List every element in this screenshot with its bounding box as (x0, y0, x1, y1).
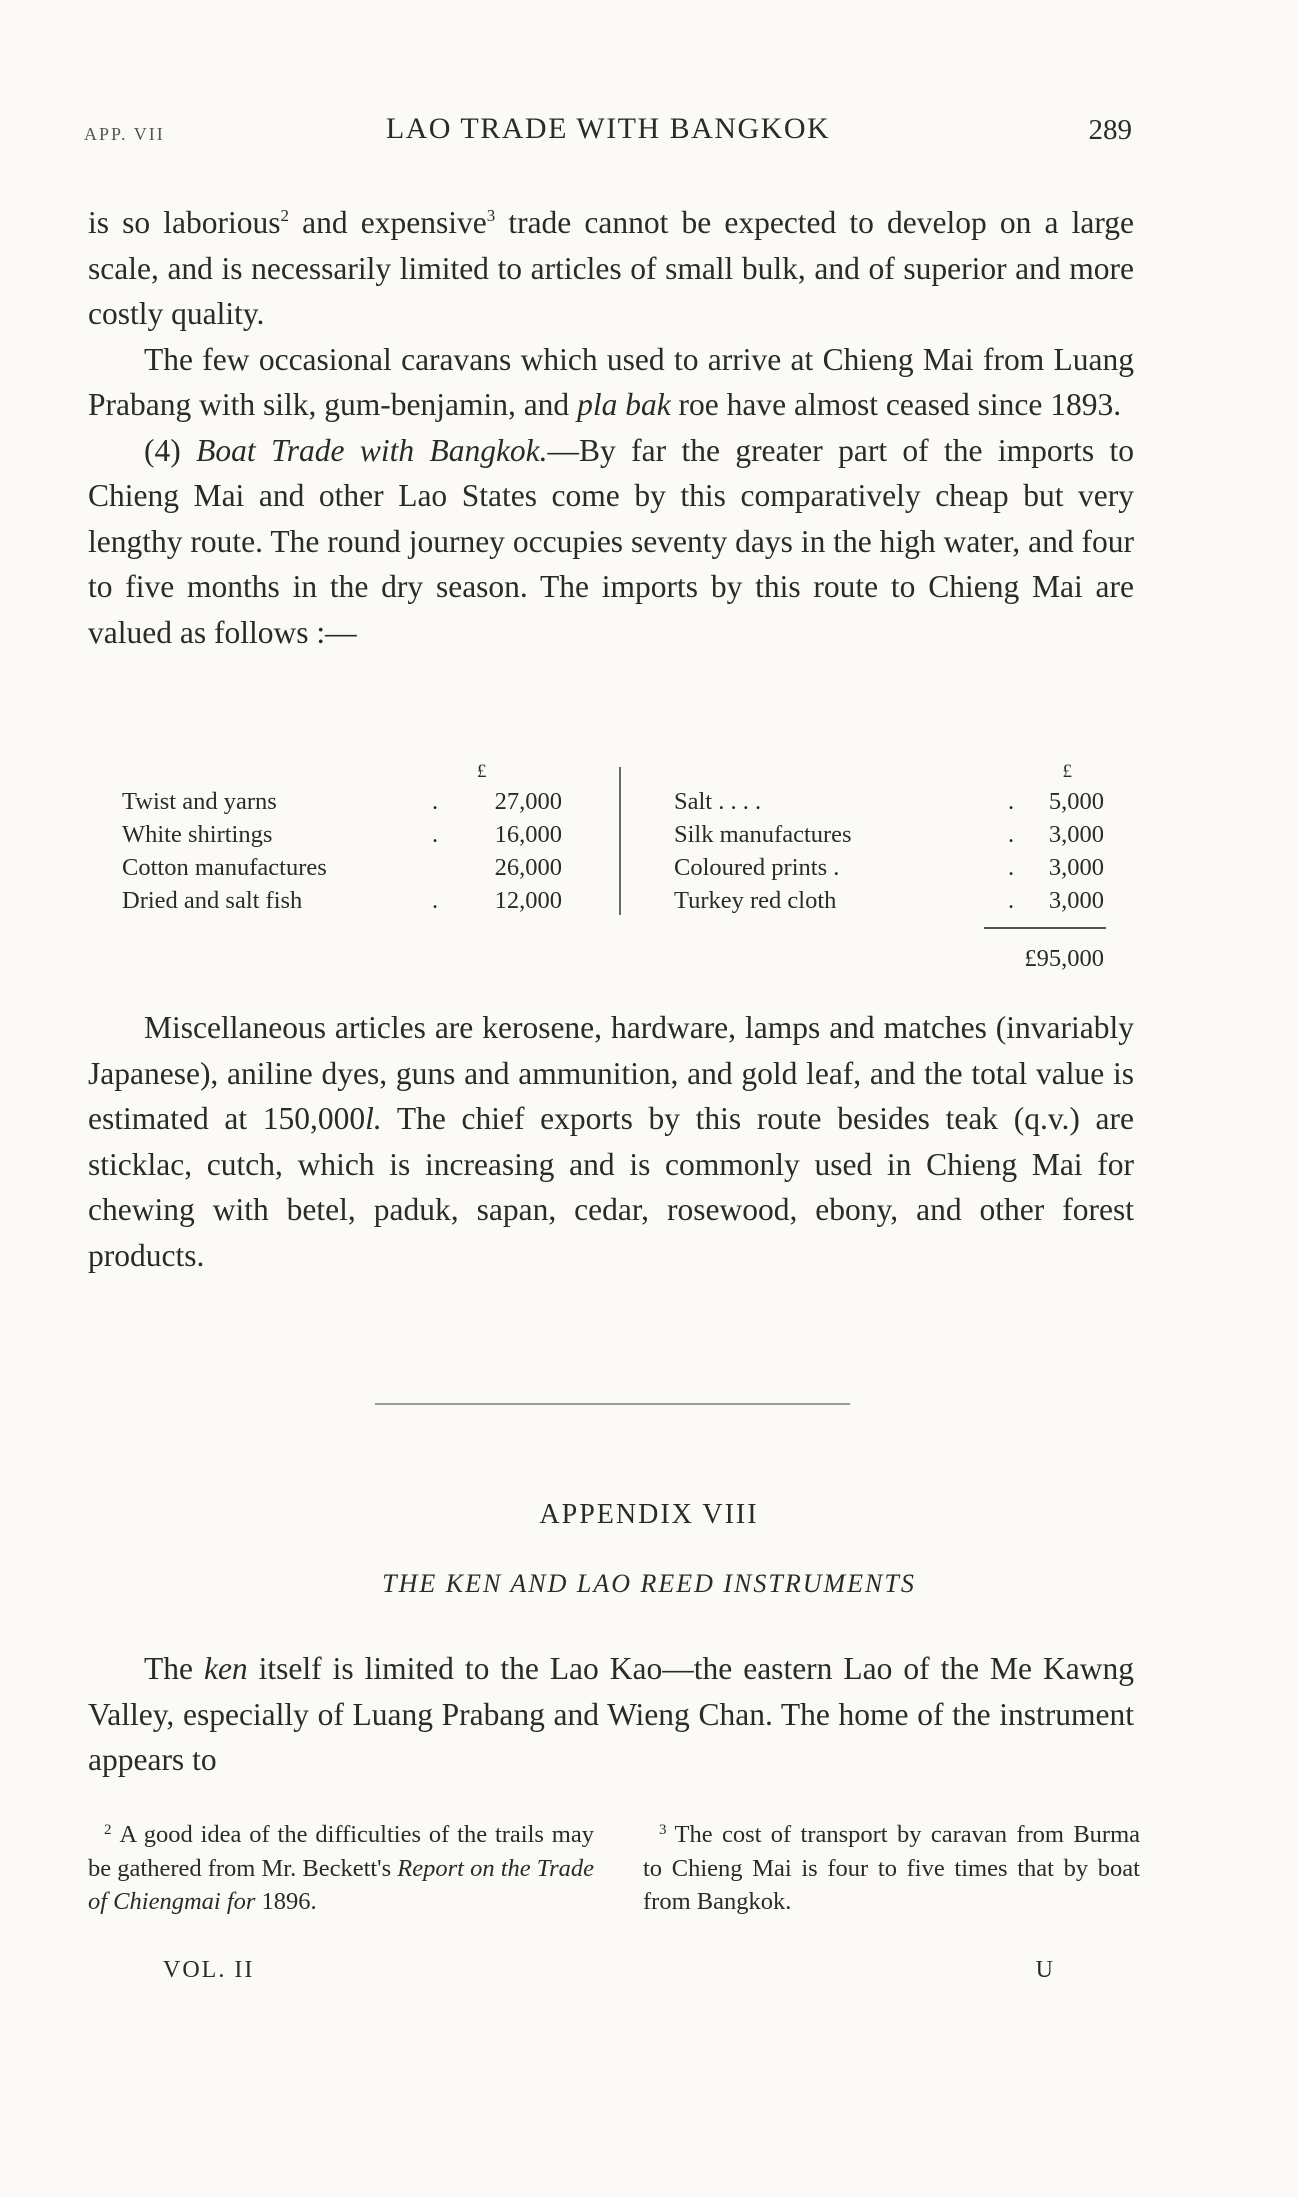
table-item: Silk manufactures (674, 821, 852, 848)
paragraph-5 (88, 1646, 1134, 1783)
paragraph-4 (88, 1005, 1134, 1278)
section-separator (375, 1403, 850, 1405)
paragraph-2-text-b: roe have almost ceased since 1893. (670, 387, 1122, 422)
table-row (674, 821, 1104, 854)
paragraph-3-italic: Boat Trade with Bangkok. (196, 432, 548, 468)
table-item: Dried and salt fish (122, 887, 303, 914)
signature-mark: U (1035, 1957, 1053, 1983)
paragraph-1-text-c: trade cannot be expected to develop on a large scale, and is necessarily limited to articles of small bulk, and of superior and more costly quality. (88, 205, 1134, 331)
table-leader: . (1008, 788, 1015, 815)
volume-label: VOL. II (163, 1957, 255, 1983)
running-head-title: LAO TRADE WITH BANGKOK (385, 112, 831, 145)
table-value: 27,000 (494, 788, 562, 815)
footnote-ref-2[interactable]: 2 (280, 206, 290, 225)
table-value: 16,000 (494, 821, 562, 848)
body-text-bottom (88, 1646, 1134, 1783)
running-head-appendix: APP. VII (84, 124, 165, 144)
page-number: 289 (1088, 114, 1132, 146)
paragraph-4-text-b: The chief exports by this route besides teak (q.v.) are sticklac, cutch, which is increasing and is commonly used in Chieng Mai for chewing with betel, paduk, sapan, cedar, rosewood, ebony, and other forest products. (88, 1101, 1134, 1273)
table-value: 12,000 (494, 887, 562, 914)
total-rule (984, 927, 1106, 929)
table-value: 3,000 (1048, 887, 1104, 914)
table-item: Cotton manufactures (122, 854, 327, 881)
footnote-3-text: The cost of transport by caravan from Burma to Chieng Mai is four to five times that by boat from Bangkok. (643, 1821, 1140, 1915)
paragraph-1-text-b: and expensive (289, 205, 487, 240)
paragraph-4-text-a: Miscellaneous articles are kerosene, hardware, lamps and matches (invariably Japanese), aniline dyes, guns and ammunition, and gold leaf, and the total value is estimated at 150,000 (88, 1010, 1134, 1136)
table-leader: . (1008, 821, 1015, 848)
table-leader: . (1008, 854, 1015, 881)
currency-symbol-left: £ (477, 761, 487, 782)
table-value: 5,000 (1048, 788, 1104, 815)
table-row (122, 788, 562, 821)
table-row (674, 887, 1104, 920)
table-column-divider (619, 767, 621, 915)
paragraph-2-italic: pla bak (577, 387, 671, 422)
paragraph-2-text-a: The few occasional caravans which used to arrive at Chieng Mai from Luang Prabang with silk, gum-benjamin, and (88, 341, 1134, 422)
paragraph-1 (88, 200, 1134, 337)
table-item: Twist and yarns (122, 788, 277, 815)
footnote-ref-3[interactable]: 3 (486, 206, 496, 225)
table-row (122, 887, 562, 920)
body-text-top (88, 200, 1134, 655)
table-item: Salt . . . . (674, 788, 762, 815)
table-leader: . (1008, 887, 1015, 914)
footnote-2-text-b: 1896. (255, 1888, 317, 1915)
paragraph-1-text-a: is so laborious (88, 205, 281, 240)
appendix-heading: APPENDIX VIII (539, 1499, 759, 1530)
footnote-2-italic: Report on the Trade of Chiengmai for (88, 1854, 594, 1915)
imports-table (122, 755, 1104, 980)
paragraph-3 (88, 428, 1134, 656)
footnote-3 (643, 1814, 1140, 1919)
table-item: White shirtings (122, 821, 273, 848)
paragraph-2 (88, 337, 1134, 428)
paragraph-5-text-a: The (144, 1651, 204, 1686)
running-head (84, 112, 1132, 152)
table-value: 3,000 (1048, 821, 1104, 848)
table-value: 26,000 (494, 854, 562, 881)
currency-symbol-right: £ (1062, 761, 1072, 782)
footnote-2-text-a: A good idea of the difficulties of the trails may be gathered from Mr. Beckett's (88, 1821, 594, 1882)
table-row (122, 854, 562, 887)
paragraph-5-italic: ken (203, 1651, 248, 1686)
paragraph-3-text-a: (4) (144, 432, 197, 468)
footnote-2 (88, 1814, 594, 1919)
table-row (674, 854, 1104, 887)
table-row (122, 821, 562, 854)
paragraph-5-text-b: itself is limited to the Lao Kao—the eastern Lao of the Me Kawng Valley, especially of Luang Prabang and Wieng Chan. The home of the instrument appears to (88, 1651, 1134, 1777)
table-row (674, 788, 1104, 821)
table-total: £95,000 (1024, 945, 1104, 972)
paragraph-3-text-b: —By far the greater part of the imports to Chieng Mai and other Lao States come by this comparatively cheap but very lengthy route. The round journey occupies seventy days in the high water, and four to five months in the dry season. The imports by this route to Chieng Mai are valued as follows :— (88, 432, 1134, 650)
footnote-3-mark: 3 (659, 1822, 667, 1838)
appendix-subtitle: THE KEN AND LAO REED INSTRUMENTS (382, 1569, 916, 1598)
table-value: 3,000 (1048, 854, 1104, 881)
signature-line (163, 1957, 1053, 1991)
footnote-2-mark: 2 (104, 1822, 112, 1838)
body-text-middle (88, 1005, 1134, 1278)
paragraph-4-italic: l. (365, 1101, 382, 1136)
table-leader: . (432, 887, 439, 914)
table-item: Turkey red cloth (674, 887, 837, 914)
table-leader: . (432, 821, 439, 848)
table-leader: . (432, 788, 439, 815)
table-item: Coloured prints . (674, 854, 840, 881)
